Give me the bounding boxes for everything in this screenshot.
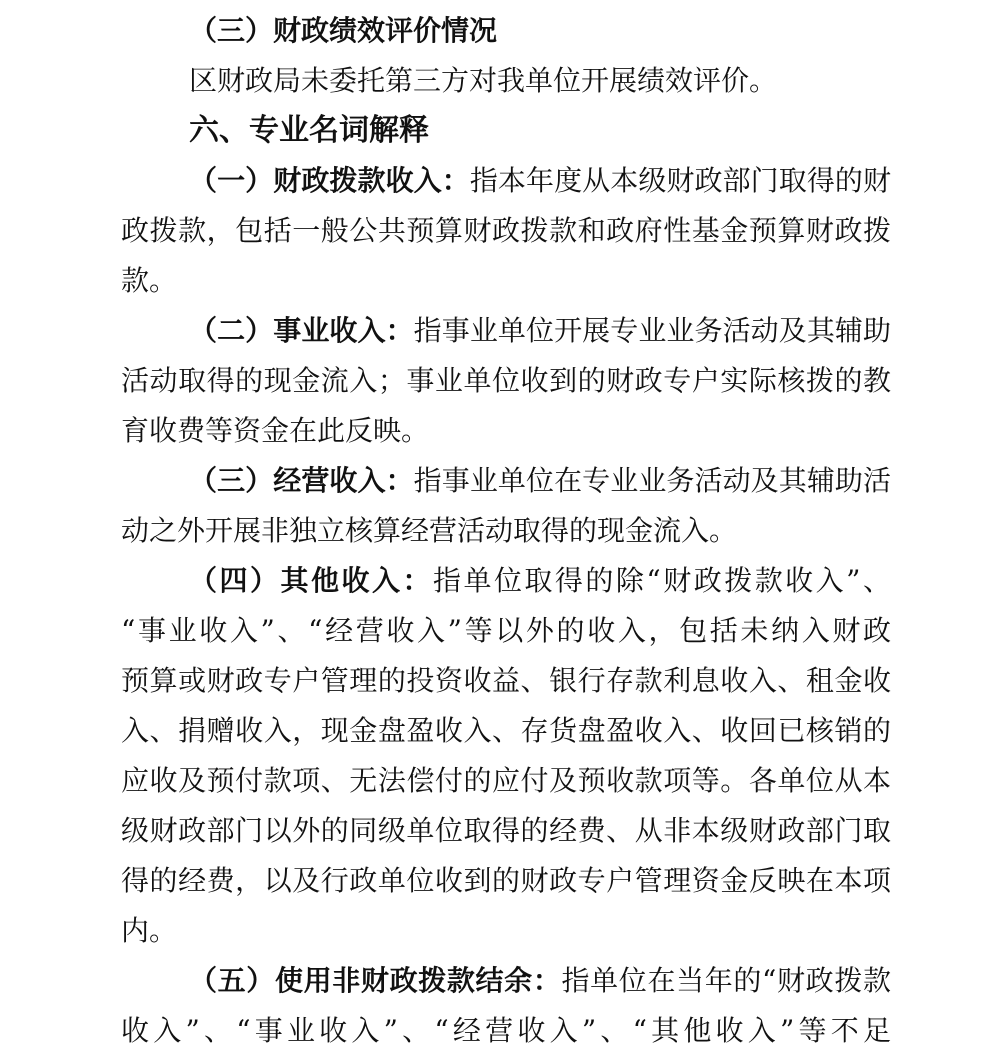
paragraph-line: [121, 306, 891, 356]
body-text: 政拨款，包括一般公共预算财政拨款和政府性基金预算财政拨: [121, 214, 891, 247]
heading-text: 六、专业名词解释: [189, 113, 429, 148]
body-text: 指事业单位在专业业务活动及其辅助活: [413, 464, 891, 497]
term-label: （一）财政拨款收入：: [189, 164, 470, 197]
term-label: （四）其他收入：: [189, 564, 433, 597]
heading-text: （三）财政绩效评价情况: [189, 14, 498, 47]
section-heading-terminology: [121, 106, 891, 156]
body-text: 级财政部门以外的同级单位取得的经费、从非本级财政部门取: [121, 814, 891, 847]
text-column: [121, 6, 891, 1056]
paragraph-line: [121, 656, 891, 706]
paragraph-line: [121, 956, 891, 1006]
body-text: “事业收入”、“经营收入”等以外的收入，包括未纳入财政: [121, 614, 891, 647]
paragraph-line: [121, 506, 891, 556]
body-text: 指单位在当年的“财政拨款: [561, 964, 891, 997]
body-text: 款。: [121, 264, 178, 297]
body-text: 育收费等资金在此反映。: [121, 414, 430, 447]
subsection-heading-performance-evaluation: [121, 6, 891, 56]
paragraph-line: [121, 806, 891, 856]
term-label: （三）经营收入：: [189, 464, 414, 497]
paragraph-line: [121, 406, 891, 456]
paragraph-line: [121, 756, 891, 806]
paragraph-line: [121, 456, 891, 506]
paragraph-line: [121, 156, 891, 206]
term-label: （二）事业收入：: [189, 314, 414, 347]
body-text: 活动取得的现金流入；事业单位收到的财政专户实际核拨的教: [121, 364, 891, 397]
body-text: 入、捐赠收入，现金盘盈收入、存货盘盈收入、收回已核销的: [121, 714, 891, 747]
paragraph-line: [121, 706, 891, 756]
term-label: （五）使用非财政拨款结余：: [189, 964, 562, 997]
body-text: 动之外开展非独立核算经营活动取得的现金流入。: [121, 514, 738, 547]
paragraph-line: [121, 256, 891, 306]
paragraph-line: [121, 206, 891, 256]
paragraph-line: [121, 906, 891, 956]
paragraph-line: [121, 856, 891, 906]
paragraph-line: [121, 356, 891, 406]
body-text: 指本年度从本级财政部门取得的财: [469, 164, 891, 197]
body-text: 预算或财政专户管理的投资收益、银行存款利息收入、租金收: [121, 664, 891, 697]
body-text: 得的经费，以及行政单位收到的财政专户管理资金反映在本项: [121, 864, 891, 897]
body-text: 指事业单位开展专业业务活动及其辅助: [413, 314, 891, 347]
paragraph-line: [121, 606, 891, 656]
body-text: 指单位取得的除“财政拨款收入”、: [432, 564, 891, 597]
body-text: 内。: [121, 914, 178, 947]
paragraph-line: [121, 56, 891, 106]
paragraph-line: [121, 556, 891, 606]
body-text: 应收及预付款项、无法偿付的应付及预收款项等。各单位从本: [121, 764, 891, 797]
body-text: 区财政局未委托第三方对我单位开展绩效评价。: [189, 64, 778, 97]
paragraph-line: [121, 1006, 891, 1056]
body-text: 收入”、“事业收入”、“经营收入”、“其他收入”等不足: [121, 1014, 891, 1047]
